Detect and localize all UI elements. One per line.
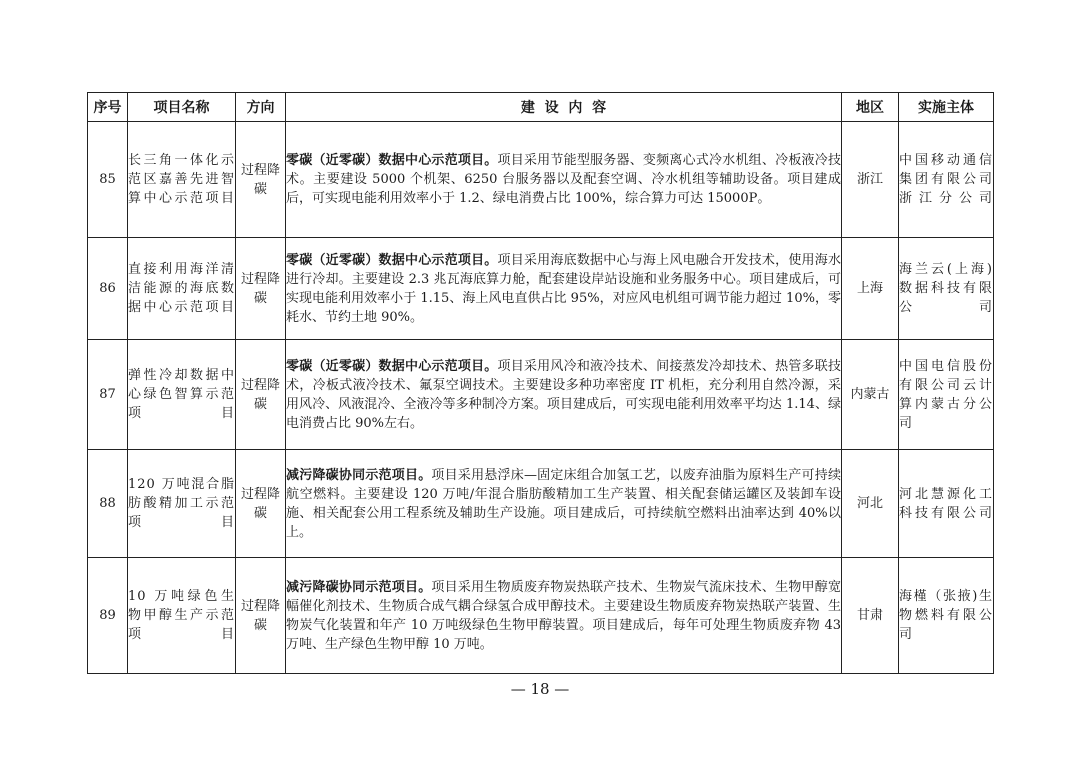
row-content-lead: 减污降碳协同示范项目。 [286, 579, 432, 595]
row-org: 中国移动通信集团有限公司浙江分公司 [899, 122, 994, 238]
row-content [286, 238, 842, 340]
table-row [88, 238, 994, 340]
row-org: 中国电信股份有限公司云计算内蒙古分公司 [899, 340, 994, 450]
row-org: 河北慧源化工科技有限公司 [899, 450, 994, 558]
row-org: 海槿（张掖)生物燃料有限公司 [899, 558, 994, 674]
row-org: 海兰云(上海)数据科技有限公司 [899, 238, 994, 340]
row-region: 浙江 [842, 122, 899, 238]
row-content-lead: 减污降碳协同示范项目。 [286, 467, 432, 483]
row-content [286, 122, 842, 238]
row-name: 长三角一体化示范区嘉善先进智算中心示范项目 [128, 122, 236, 238]
row-content-text: 项目采用海底数据中心与海上风电融合开发技术，使用海水进行冷却。主要建设 2.3 兆瓦海底算力舱，配套建设岸站设施和业务服务中心。项目建成后，可实现电能利用效率小于 1.15、海上风电直供占比 95%，对应风电机组可调节能力超过 10%，零耗水、节约土地 90%。 [286, 252, 841, 325]
row-no: 88 [88, 450, 128, 558]
row-name: 直接利用海洋清洁能源的海底数据中心示范项目 [128, 238, 236, 340]
row-no: 89 [88, 558, 128, 674]
header-region: 地区 [842, 93, 899, 122]
header-org: 实施主体 [899, 93, 994, 122]
row-region: 内蒙古 [842, 340, 899, 450]
header-content: 建 设 内 容 [286, 93, 842, 122]
row-content-text: 项目采用悬浮床—固定床组合加氢工艺，以废弃油脂为原料生产可持续航空燃料。主要建设 120 万吨/年混合脂肪酸精加工生产装置、相关配套储运罐区及装卸车设施、相关配套公用工程系统及辅助生产设施。项目建成后，可持续航空燃料出油率达到 40%以上。 [286, 467, 841, 540]
row-region: 上海 [842, 238, 899, 340]
header-direction: 方向 [236, 93, 286, 122]
row-region: 甘肃 [842, 558, 899, 674]
row-content-text: 项目采用风冷和液冷技术、间接蒸发冷却技术、热管多联技术，冷板式液冷技术、氟泵空调技术。主要建设多种功率密度 IT 机柜，充分利用自然冷源，采用风冷、风液混冷、全液冷等多种制冷方案。项目建成后，可实现电能利用效率平均达 1.14、绿电消费占比 90%左右。 [286, 358, 841, 431]
row-content-text: 项目采用节能型服务器、变频离心式冷水机组、冷板液冷技术。主要建设 5000 个机架、6250 台服务器以及配套空调、冷水机组等辅助设备。项目建成后，可实现电能利用效率小于 1.2、绿电消费占比 100%，综合算力可达 15000P。 [286, 153, 841, 206]
row-name: 120 万吨混合脂肪酸精加工示范项目 [128, 450, 236, 558]
row-no: 86 [88, 238, 128, 340]
row-content-lead: 零碳（近零碳）数据中心示范项目。 [286, 153, 498, 168]
page-number: — 18 — [510, 680, 570, 698]
header-name: 项目名称 [128, 93, 236, 122]
row-content [286, 340, 842, 450]
table-header-row [88, 93, 994, 122]
row-region: 河北 [842, 450, 899, 558]
table-row [88, 450, 994, 558]
table-row [88, 122, 994, 238]
projects-table [87, 92, 994, 674]
row-direction: 过程降碳 [236, 558, 286, 674]
table-row [88, 558, 994, 674]
row-no: 87 [88, 340, 128, 450]
row-direction: 过程降碳 [236, 450, 286, 558]
header-no: 序号 [88, 93, 128, 122]
row-content-lead: 零碳（近零碳）数据中心示范项目。 [286, 252, 498, 268]
row-no: 85 [88, 122, 128, 238]
row-name: 10 万吨绿色生物甲醇生产示范项目 [128, 558, 236, 674]
row-name: 弹性冷却数据中心绿色智算示范项目 [128, 340, 236, 450]
row-content-text: 项目采用生物质废弃物炭热联产技术、生物炭气流床技术、生物甲醇宽幅催化剂技术、生物质合成气耦合绿氢合成甲醇技术。主要建设生物质废弃物炭热联产装置、生物炭气化装置和年产 10 万吨级绿色生物甲醇装置。项目建成后，每年可处理生物质废弃物 43 万吨、生产绿色生物甲醇 10 万吨。 [286, 579, 841, 652]
table-row [88, 340, 994, 450]
row-direction: 过程降碳 [236, 340, 286, 450]
row-direction: 过程降碳 [236, 122, 286, 238]
row-content-lead: 零碳（近零碳）数据中心示范项目。 [286, 358, 498, 374]
row-direction: 过程降碳 [236, 238, 286, 340]
row-content [286, 450, 842, 558]
row-content [286, 558, 842, 674]
